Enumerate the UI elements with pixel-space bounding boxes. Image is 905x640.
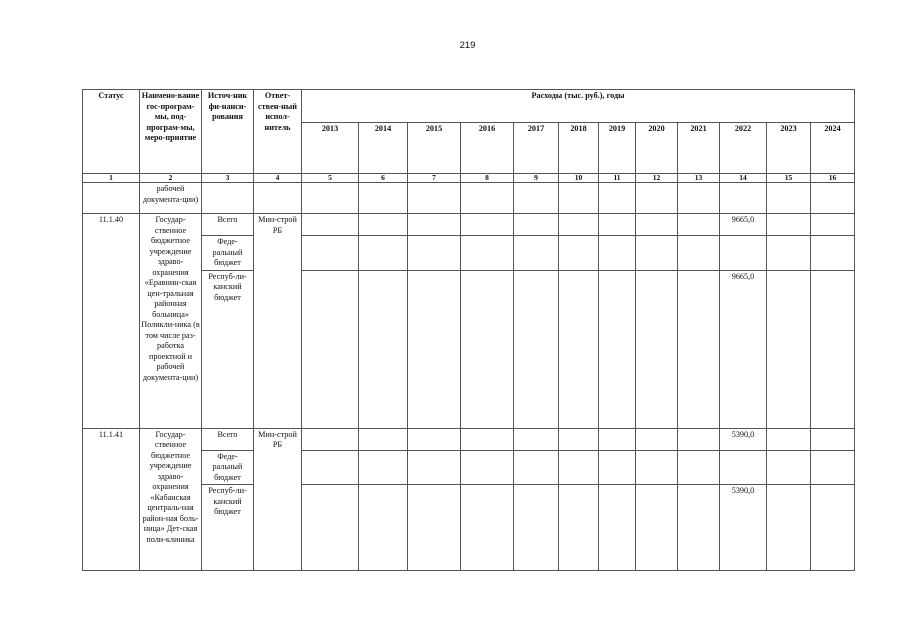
empty-cell (359, 214, 408, 236)
empty-cell (302, 450, 359, 485)
empty-cell (408, 270, 461, 428)
column-number: 16 (811, 174, 855, 183)
empty-cell (302, 236, 359, 271)
empty-cell (461, 428, 514, 450)
column-number: 15 (767, 174, 811, 183)
empty-cell (302, 214, 359, 236)
empty-cell (636, 183, 678, 214)
empty-cell (559, 450, 599, 485)
empty-cell (811, 270, 855, 428)
column-number: 14 (720, 174, 767, 183)
empty-cell (461, 183, 514, 214)
empty-cell (811, 214, 855, 236)
empty-cell (678, 450, 720, 485)
header-source: Источ-ник фи-нанси-рования (202, 90, 254, 174)
empty-cell (514, 270, 559, 428)
budget-table (82, 89, 855, 571)
value-2022-cell (720, 450, 767, 485)
header-year: 2018 (559, 123, 599, 174)
empty-cell (514, 214, 559, 236)
empty-cell (636, 270, 678, 428)
header-year: 2014 (359, 123, 408, 174)
empty-cell (461, 485, 514, 571)
empty-cell (636, 428, 678, 450)
empty-cell (767, 450, 811, 485)
empty-cell (678, 485, 720, 571)
empty-cell (302, 270, 359, 428)
empty-cell (514, 183, 559, 214)
source-cell: Феде-ральный бюджет (202, 450, 254, 485)
empty-cell (559, 236, 599, 271)
name-cell: Государ-ственное бюджетное учреждение здраво-охранения «Кабанская централь-ная район-ная боль-ница» Дет-ская поли-клиника (140, 428, 202, 571)
empty-cell (461, 214, 514, 236)
header-year: 2015 (408, 123, 461, 174)
value-2022-cell: 5390,0 (720, 485, 767, 571)
empty-cell (720, 183, 767, 214)
empty-cell (359, 450, 408, 485)
column-number: 13 (678, 174, 720, 183)
empty-cell (811, 428, 855, 450)
empty-cell (461, 450, 514, 485)
header-name: Наимено-вание гос-програм-мы, под-програм-мы, меро-приятие (140, 90, 202, 174)
value-2022-cell (720, 236, 767, 271)
empty-cell (408, 183, 461, 214)
source-cell: Респуб-ли-канский бюджет (202, 485, 254, 571)
status-cell: 11.1.40 (83, 214, 140, 429)
empty-cell (636, 485, 678, 571)
header-year: 2024 (811, 123, 855, 174)
header-year: 2019 (599, 123, 636, 174)
header-year: 2017 (514, 123, 559, 174)
header-year: 2020 (636, 123, 678, 174)
column-number: 5 (302, 174, 359, 183)
empty-cell (636, 214, 678, 236)
header-responsible: Ответ-ствен-ный испол-нитель (254, 90, 302, 174)
empty-cell (678, 183, 720, 214)
empty-cell (302, 183, 359, 214)
table-row (83, 214, 855, 236)
empty-cell (559, 183, 599, 214)
value-2022-cell: 5390,0 (720, 428, 767, 450)
column-number: 3 (202, 174, 254, 183)
empty-cell (767, 485, 811, 571)
value-2022-cell: 9665,0 (720, 214, 767, 236)
empty-cell (408, 236, 461, 271)
empty-cell (811, 485, 855, 571)
empty-cell (359, 485, 408, 571)
name-cell: Государ-ственное бюджетное учреждение здраво-охранения «Еравнин-ская цен-тральная районная больница» Поликли-ника (в том числе раз-работка проектной и рабочей документа-ции) (140, 214, 202, 429)
empty-cell (408, 485, 461, 571)
status-cell: 11.1.41 (83, 428, 140, 571)
empty-cell (359, 270, 408, 428)
responsible-cell: Мин-строй РБ (254, 428, 302, 571)
empty-cell (811, 236, 855, 271)
empty-cell (599, 270, 636, 428)
empty-cell (767, 428, 811, 450)
empty-cell (202, 183, 254, 214)
responsible-cell: Мин-строй РБ (254, 214, 302, 429)
empty-cell (359, 183, 408, 214)
empty-cell (767, 214, 811, 236)
continuation-row (83, 183, 855, 214)
empty-cell (767, 183, 811, 214)
empty-cell (559, 270, 599, 428)
column-number: 2 (140, 174, 202, 183)
column-number: 1 (83, 174, 140, 183)
column-number: 12 (636, 174, 678, 183)
empty-cell (599, 183, 636, 214)
source-cell: Всего (202, 428, 254, 450)
empty-cell (678, 270, 720, 428)
source-cell: Феде-ральный бюджет (202, 236, 254, 271)
empty-cell (767, 236, 811, 271)
empty-cell (678, 428, 720, 450)
empty-cell (559, 214, 599, 236)
table-row (83, 428, 855, 450)
header-status: Статус (83, 90, 140, 174)
empty-cell (514, 450, 559, 485)
column-number: 4 (254, 174, 302, 183)
header-year: 2023 (767, 123, 811, 174)
empty-cell (636, 450, 678, 485)
status-cell (83, 183, 140, 214)
empty-cell (811, 450, 855, 485)
empty-cell (514, 236, 559, 271)
empty-cell (599, 236, 636, 271)
empty-cell (408, 450, 461, 485)
empty-cell (359, 428, 408, 450)
column-number: 8 (461, 174, 514, 183)
column-number: 9 (514, 174, 559, 183)
empty-cell (599, 428, 636, 450)
empty-cell (408, 214, 461, 236)
column-number: 10 (559, 174, 599, 183)
header-year: 2013 (302, 123, 359, 174)
header-expenses: Расходы (тыс. руб.), годы (302, 90, 855, 123)
empty-cell (767, 270, 811, 428)
empty-cell (811, 183, 855, 214)
header-year: 2021 (678, 123, 720, 174)
empty-cell (254, 183, 302, 214)
empty-cell (599, 485, 636, 571)
empty-cell (461, 270, 514, 428)
column-number: 11 (599, 174, 636, 183)
empty-cell (408, 428, 461, 450)
header-year: 2022 (720, 123, 767, 174)
empty-cell (678, 214, 720, 236)
header-year: 2016 (461, 123, 514, 174)
empty-cell (514, 485, 559, 571)
column-number: 6 (359, 174, 408, 183)
empty-cell (302, 485, 359, 571)
empty-cell (514, 428, 559, 450)
source-cell: Респуб-ли-канский бюджет (202, 270, 254, 428)
empty-cell (559, 485, 599, 571)
name-cell: рабочей документа-ции) (140, 183, 202, 214)
empty-cell (678, 236, 720, 271)
source-cell: Всего (202, 214, 254, 236)
empty-cell (599, 214, 636, 236)
empty-cell (599, 450, 636, 485)
empty-cell (559, 428, 599, 450)
empty-cell (359, 236, 408, 271)
page-number: 219 (459, 40, 476, 51)
empty-cell (461, 236, 514, 271)
value-2022-cell: 9665,0 (720, 270, 767, 428)
column-number: 7 (408, 174, 461, 183)
empty-cell (302, 428, 359, 450)
empty-cell (636, 236, 678, 271)
